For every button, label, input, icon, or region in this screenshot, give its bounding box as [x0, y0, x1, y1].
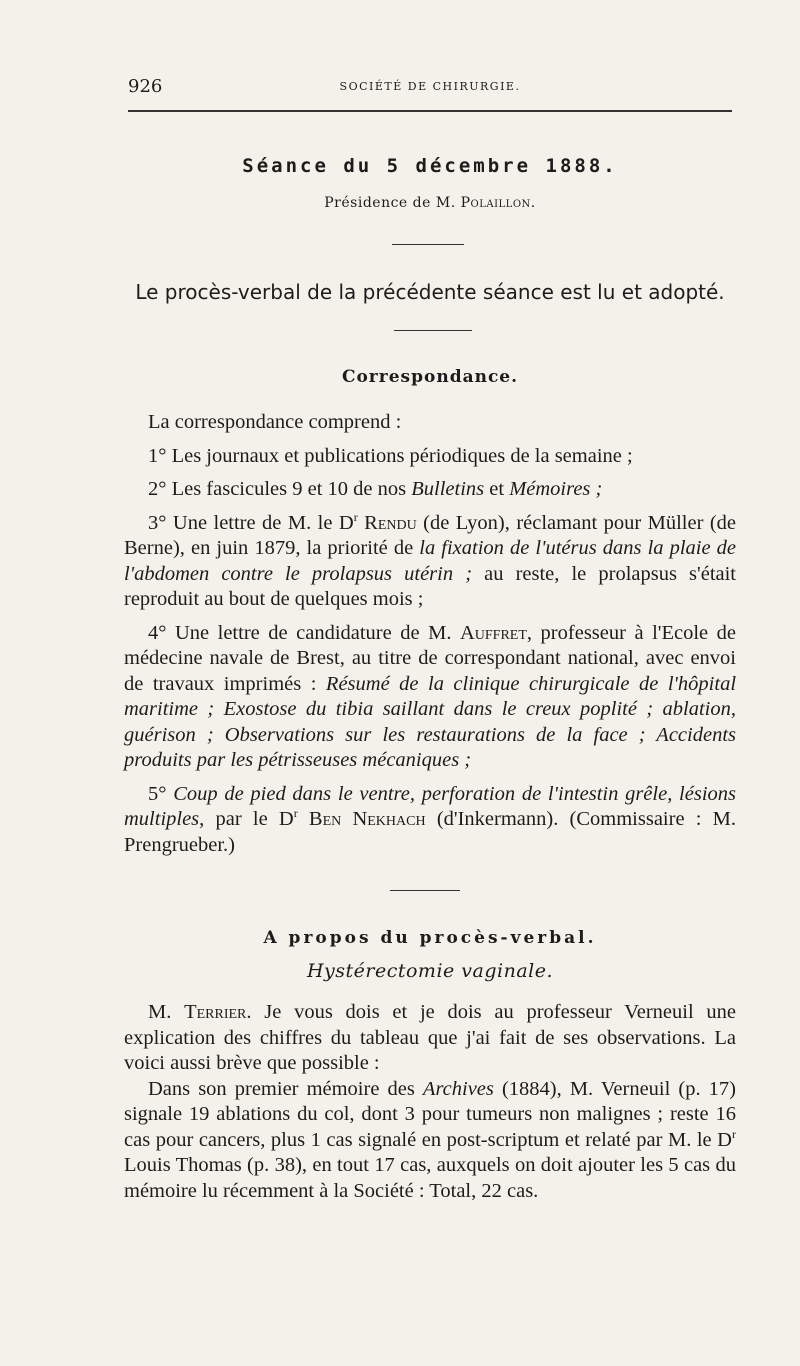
verneuil-paragraph: Dans son premier mémoire des Archives (1884), M. Verneuil (p. 17) signale 19 ablations du col, dont 3 pour tumeurs non malignes ; reste 16 cas pour cancers, plus 1 cas signalé en post-scriptum et relaté par M. le $D^r$ Louis Thomas (p. 38), en tout 17 cas, auxquels on doit ajouter les 5 cas du mémoire lu récemment à la Société : Total, 22 cas. [124, 1077, 736, 1202]
correspondence-intro: La correspondance comprend : [148, 411, 402, 433]
divider [392, 244, 464, 245]
correspondence-item-4: 4° Une lettre de candidature de M. Auffret, professeur à l'Ecole de médecine navale de Brest, au titre de correspondant national, avec envoi de travaux imprimés : Résumé de la clinique chirurgicale de l'hôpital maritime ; Exostose du tibia saillant dans le creux poplité ; ablation, guérison ; Observations sur les restaurations de la face ; Accidents produits par les pétrisseuses mécaniques ; [124, 621, 737, 771]
correspondence-item-2: 2° Les fascicules 9 et 10 de nos Bulletins et Mémoires ; [148, 478, 603, 500]
divider [390, 890, 460, 891]
correspondence-item-1: 1° Les journaux et publications périodiques de la semaine ; [148, 444, 633, 467]
about-minutes-body [124, 1000, 736, 1204]
session-title: Séance du 5 décembre 1888. [242, 155, 618, 177]
page-number: 926 [128, 76, 163, 97]
running-head [128, 76, 732, 100]
correspondence-heading: Correspondance. [341, 367, 519, 387]
header-rule [128, 110, 732, 112]
presidency-line: Présidence de M. Polaillon. [324, 195, 536, 211]
journal-title: SOCIÉTÉ DE CHIRURGIE. [339, 80, 521, 93]
divider [394, 330, 472, 331]
about-minutes-heading: A propos du procès-verbal. [263, 928, 597, 948]
minutes-statement: Le procès-verbal de la précédente séance est lu et adopté. [135, 280, 725, 304]
terrier-paragraph: M. Terrier. Je vous dois et je dois au professeur Verneuil une explication des chiffres du tableau que j'ai fait de ses observations. La voici aussi brève que possible : [124, 1001, 736, 1074]
correspondence-body [124, 410, 736, 858]
presidency-prefix: Présidence de M. [324, 195, 456, 211]
about-minutes-subheading: Hystérectomie vaginale. [306, 960, 554, 982]
correspondence-item-3: 3° Une lettre de M. le $D^r$ Rendu (de Lyon), réclamant pour Müller (de Berne), en juin 1879, la priorité de la fixation de l'utérus dans la plaie de l'abdomen contre le prolapsus utérin ; au reste, le prolapsus s'était reproduit au bout de quelques mois ; [124, 509, 737, 610]
president-name: Polaillon [460, 195, 531, 211]
correspondence-item-5: 5° Coup de pied dans le ventre, perforation de l'intestin grêle, lésions multiples, par le $D^r$ Ben Nekhach (d'Inkermann). (Commissaire : M. Prengrueber.) [124, 782, 737, 856]
